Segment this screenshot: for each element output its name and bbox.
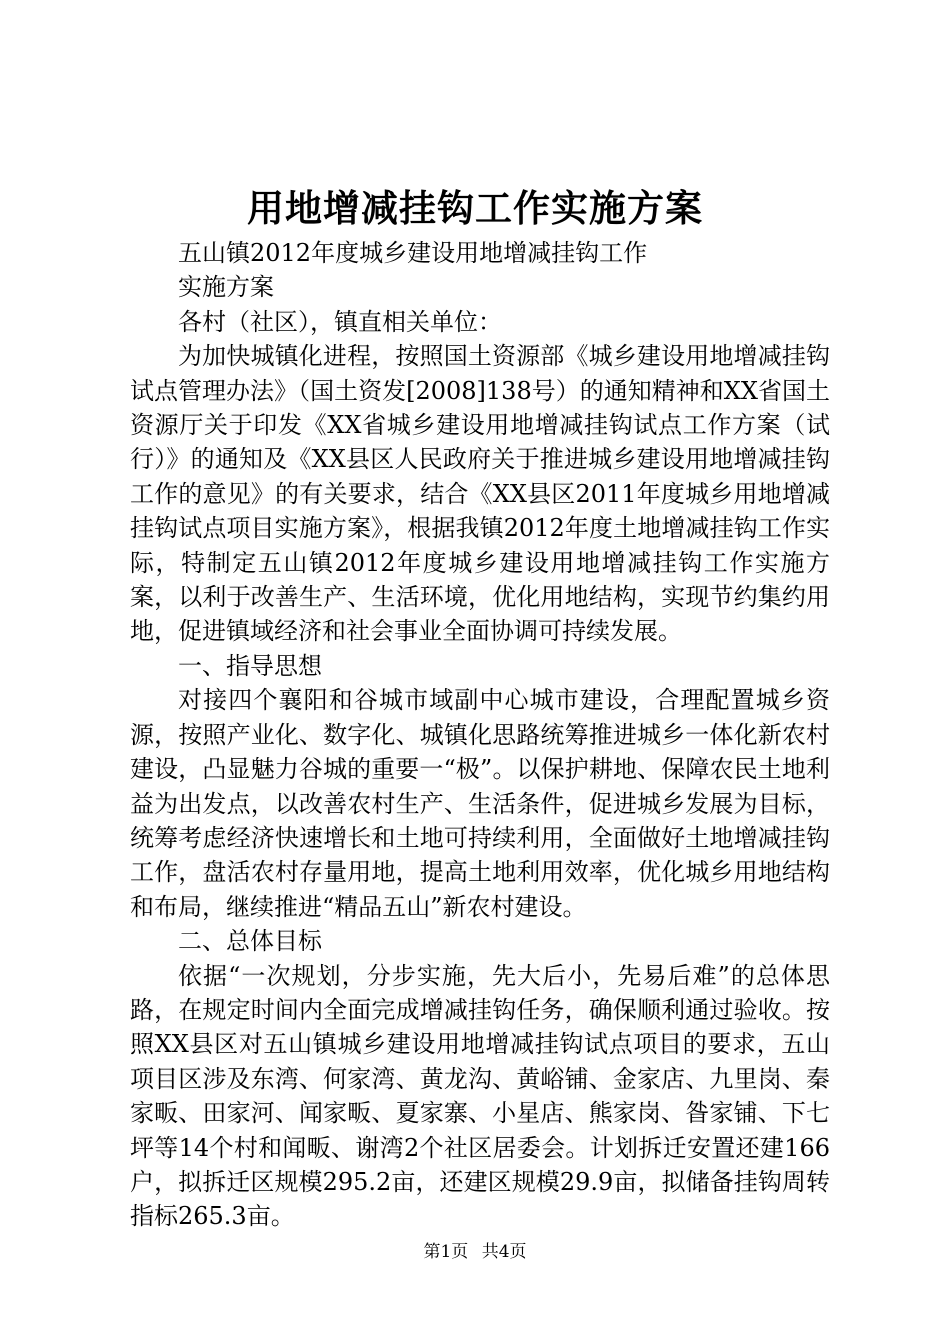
- page-total: 共4页: [481, 1242, 527, 1262]
- section-heading-guiding-ideology: 一、指导思想: [178, 651, 322, 680]
- page-number: 第1页: [423, 1242, 469, 1262]
- document-body: [130, 236, 830, 1234]
- guiding-ideology-paragraph: 对接四个襄阳和谷城市域副中心城市建设，合理配置城乡资源，按照产业化、数字化、城镇化思路统筹推进城乡一体化新农村建设，凸显魅力谷城的重要一“极”。以保护耕地、保障农民土地利益为出发点，以改善农村生产、生活条件，促进城乡发展为目标，统筹考虑经济快速增长和土地可持续利用，全面做好土地增减挂钩工作，盘活农村存量用地，提高土地利用效率，优化城乡用地结构和布局，继续推进“精品五山”新农村建设。: [130, 686, 830, 921]
- section-heading-overall-goal: 二、总体目标: [178, 927, 322, 956]
- subtitle-line-2: 实施方案: [178, 273, 274, 302]
- subtitle-line-1: 五山镇2012年度城乡建设用地增减挂钩工作: [178, 239, 648, 267]
- document-title: 用地增减挂钩工作实施方案: [247, 186, 703, 230]
- intro-paragraph: 为加快城镇化进程，按照国土资源部《城乡建设用地增减挂钩试点管理办法》（国土资发[2008]138号）的通知精神和XX省国土资源厅关于印发《XX省城乡建设用地增减挂钩试点工作方案（试行）》的通知及《XX县区人民政府关于推进城乡建设用地增减挂钩工作的意见》的有关要求，结合《XX县区2011年度城乡用地增减挂钩试点项目实施方案》，根据我镇2012年度土地增减挂钩工作实际，特制定五山镇2012年度城乡建设用地增减挂钩工作实施方案，以利于改善生产、生活环境，优化用地结构，实现节约集约用地，促进镇域经济和社会事业全面协调可持续发展。: [130, 342, 830, 646]
- overall-goal-paragraph: 依据“一次规划，分步实施，先大后小，先易后难”的总体思路，在规定时间内全面完成增减挂钩任务，确保顺利通过验收。按照XX县区对五山镇城乡建设用地增减挂钩试点项目的要求，五山项目区涉及东湾、何家湾、黄龙沟、黄峪铺、金家店、九里岗、秦家畈、田家河、闻家畈、夏家寨、小星店、熊家岗、昝家铺、下七坪等14个村和闻畈、谢湾2个社区居委会。计划拆迁安置还建166户，拟拆迁区规模295.2亩，还建区规模29.9亩，拟储备挂钩周转指标265.3亩。: [130, 961, 830, 1231]
- salutation: 各村（社区），镇直相关单位：: [178, 307, 502, 336]
- page-footer: [0, 1240, 950, 1264]
